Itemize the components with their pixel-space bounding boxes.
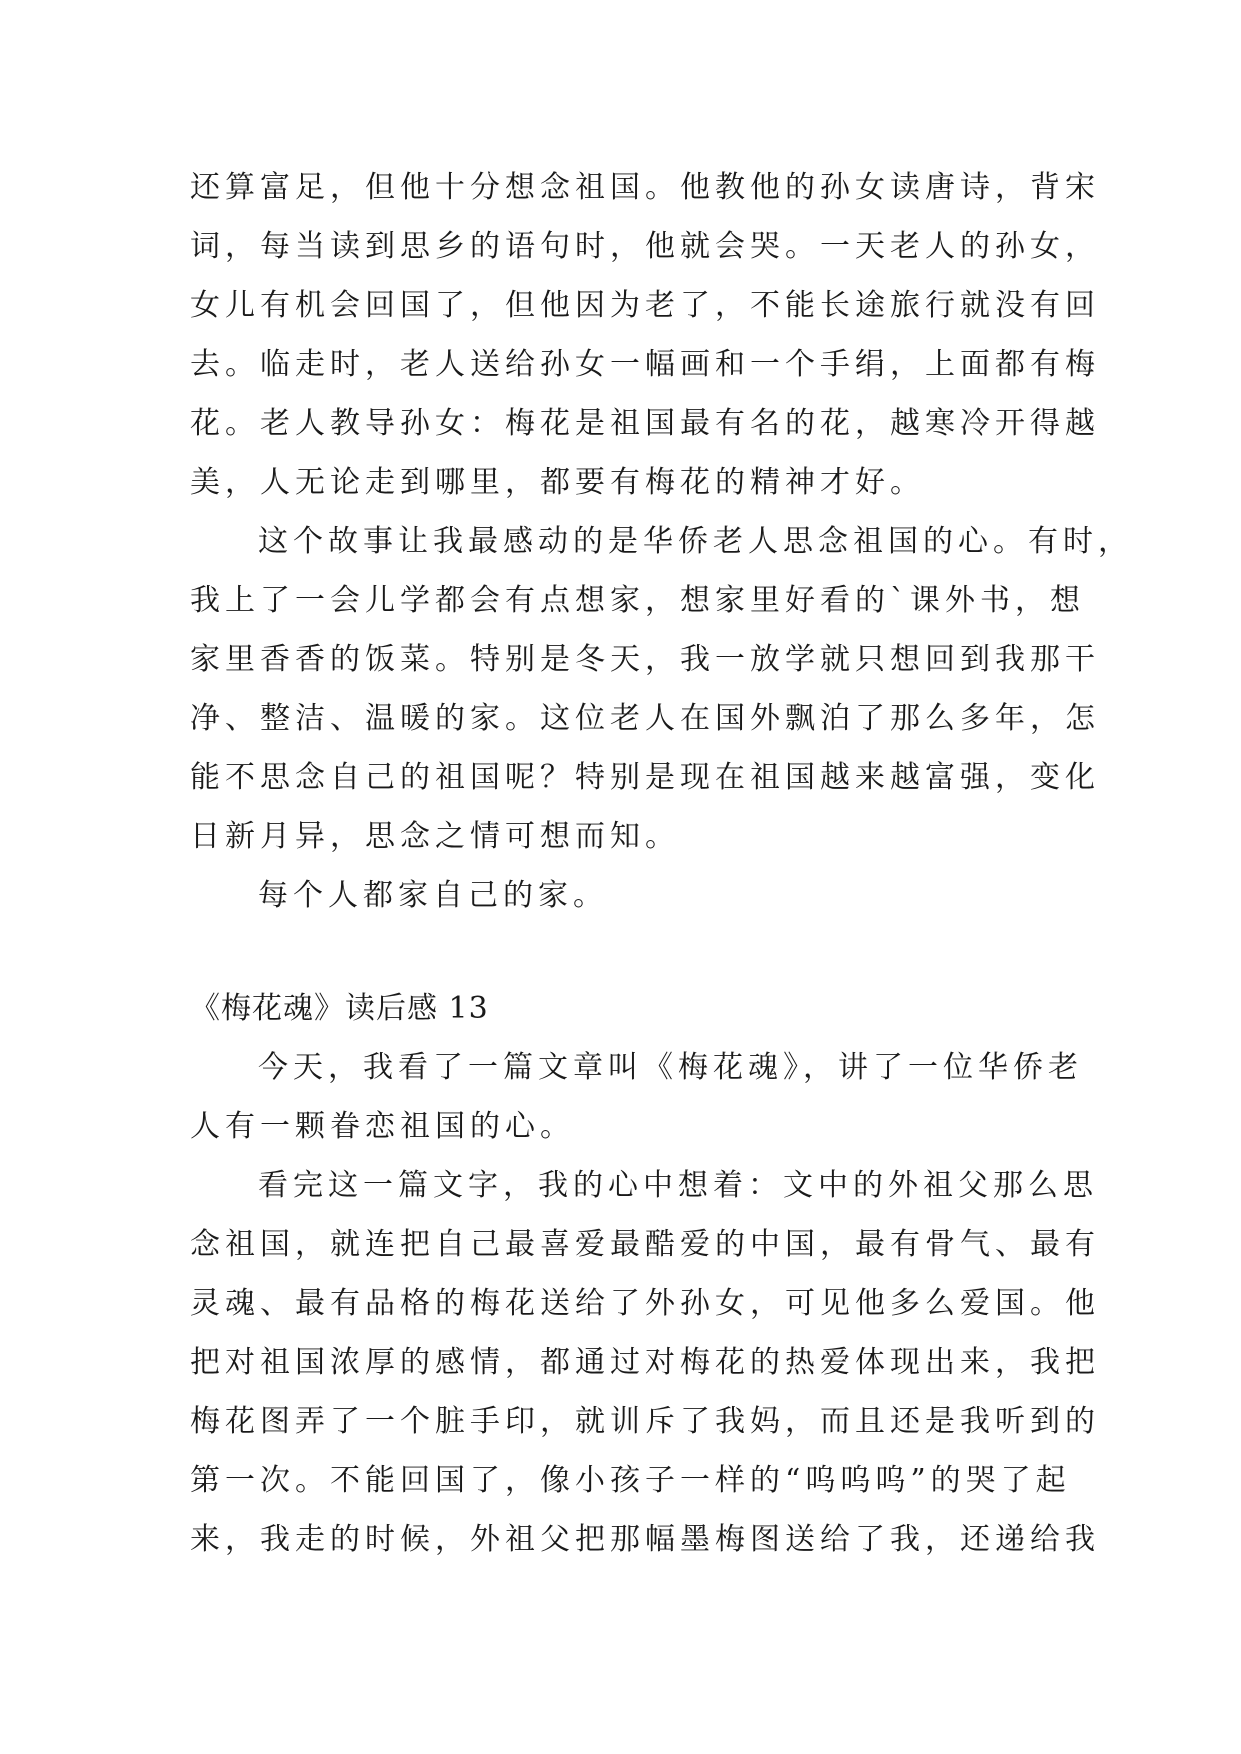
essay-section-2 [190,979,1100,1569]
text-line: 女儿有机会回国了，但他因为老了，不能长途旅行就没有回 [190,288,1100,323]
text-line: 第一次。不能回国了，像小孩子一样的“呜呜呜”的哭了起 [190,1463,1071,1498]
text-line: 梅花图弄了一个脏手印，就训斥了我妈，而且还是我听到的 [190,1404,1100,1439]
paragraph-start-line: 看完这一篇文字，我的心中想着：文中的外祖父那么思 [258,1168,1098,1203]
section-title: 《梅花魂》读后感 13 [190,991,489,1026]
essay-section-1 [190,158,1133,925]
text-line: 日新月异，思念之情可想而知。 [190,819,680,854]
text-line: 念祖国，就连把自己最喜爱最酷爱的中国，最有骨气、最有 [190,1227,1100,1262]
text-line: 去。临走时，老人送给孙女一幅画和一个手绢，上面都有梅 [190,347,1100,382]
section-spacer [190,925,1054,979]
text-line: 净、整洁、温暖的家。这位老人在国外飘泊了那么多年，怎 [190,701,1100,736]
text-line: 把对祖国浓厚的感情，都通过对梅花的热爱体现出来，我把 [190,1345,1100,1380]
text-line: 还算富足，但他十分想念祖国。他教他的孙女读唐诗，背宋 [190,170,1100,205]
text-line: 词，每当读到思乡的语句时，他就会哭。一天老人的孙女， [190,229,1100,264]
text-line: 我上了一会儿学都会有点想家，想家里好看的`课外书，想 [190,583,1085,618]
text-line: 美，人无论走到哪里，都要有梅花的精神才好。 [190,465,925,500]
text-line: 花。老人教导孙女：梅花是祖国最有名的花，越寒冷开得越 [190,406,1100,441]
text-line: 家里香香的饭菜。特别是冬天，我一放学就只想回到我那干 [190,642,1100,677]
text-line: 能不思念自己的祖国呢？特别是现在祖国越来越富强，变化 [190,760,1100,795]
text-line: 来，我走的时候，外祖父把那幅墨梅图送给了我，还递给我 [190,1522,1100,1557]
text-line: 灵魂、最有品格的梅花送给了外孙女，可见他多么爱国。他 [190,1286,1100,1321]
text-line: 人有一颗眷恋祖国的心。 [190,1109,575,1144]
paragraph-start-line: 今天，我看了一篇文章叫《梅花魂》，讲了一位华侨老 [258,1050,1083,1085]
paragraph-start-line: 每个人都家自己的家。 [258,878,608,913]
document-page [190,158,1133,1569]
paragraph-start-line: 这个故事让我最感动的是华侨老人思念祖国的心。有时， [258,524,1133,559]
